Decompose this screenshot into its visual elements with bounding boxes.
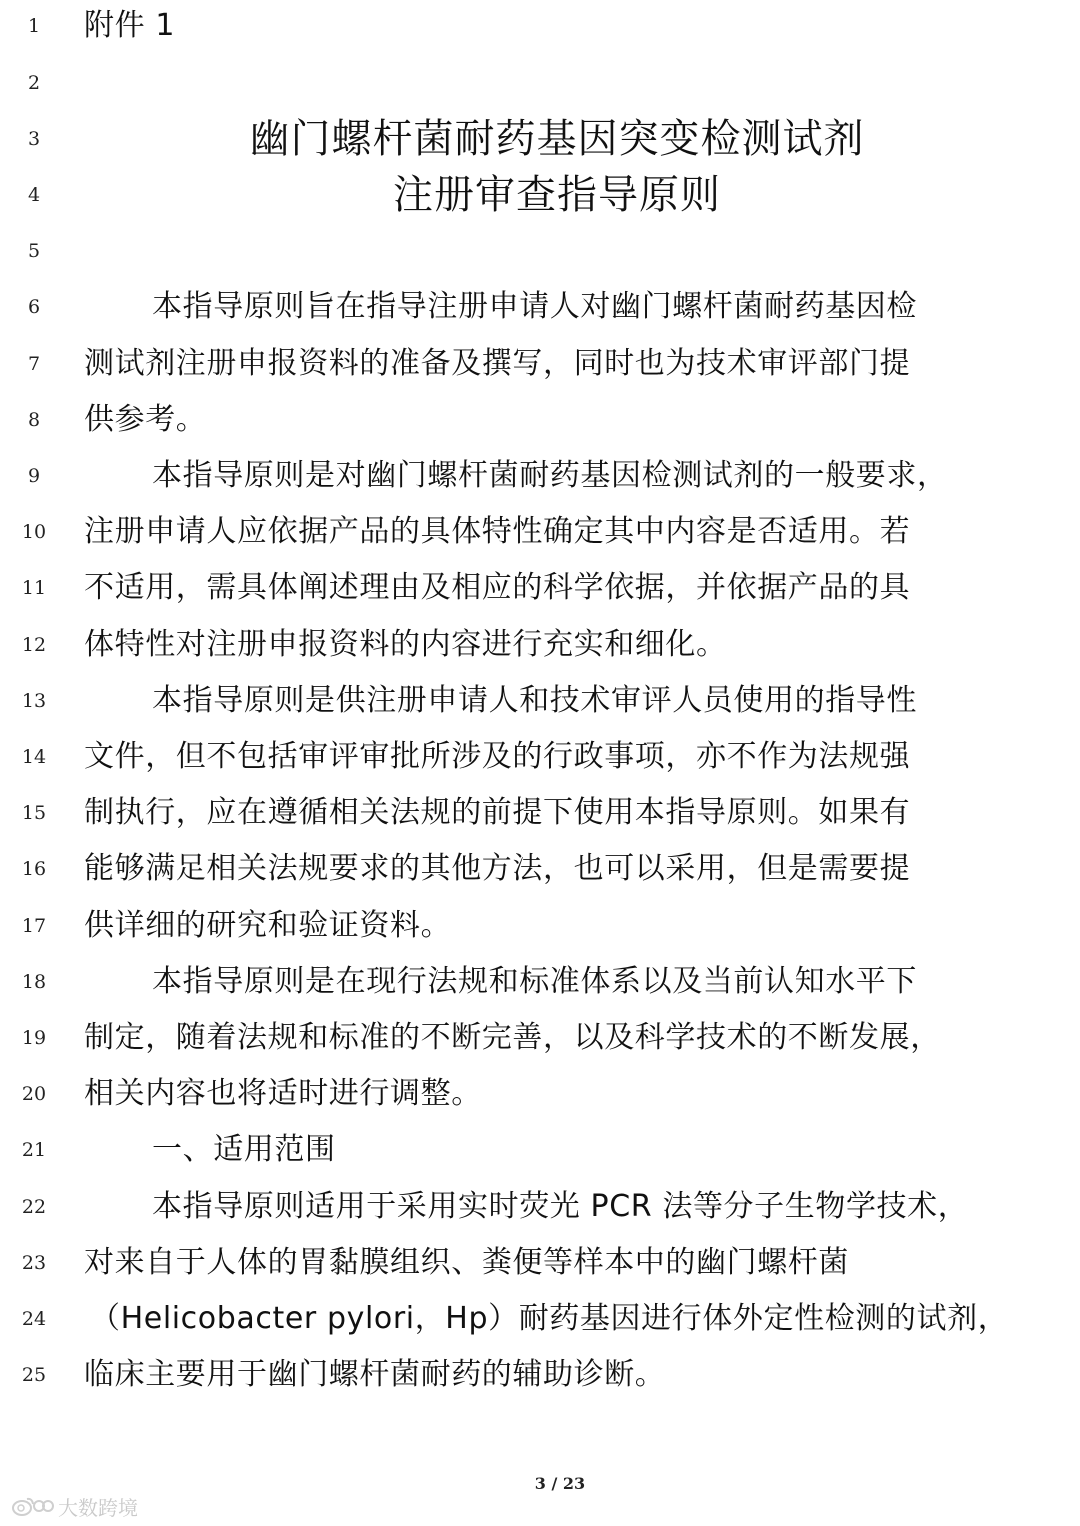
doc-line-19 xyxy=(0,1010,1080,1066)
line-number: 19 xyxy=(21,1027,47,1049)
line-number: 14 xyxy=(21,746,47,768)
doc-line-7 xyxy=(0,336,1080,392)
paragraph-text: 能够满足相关法规要求的其他方法，也可以采用，但是需要提 xyxy=(84,851,911,886)
doc-line-23 xyxy=(0,1235,1080,1291)
doc-line-5 xyxy=(0,223,1080,279)
paragraph-text: 本指导原则是供注册申请人和技术审评人员使用的指导性 xyxy=(152,683,917,718)
line-number: 21 xyxy=(21,1139,47,1161)
line-number: 3 xyxy=(27,128,41,150)
line-number: 20 xyxy=(21,1083,47,1105)
line-number: 7 xyxy=(27,353,41,375)
line-number: 9 xyxy=(27,465,41,487)
doc-line-2 xyxy=(0,55,1080,111)
doc-line-14 xyxy=(0,729,1080,785)
line-number: 5 xyxy=(27,240,41,262)
attachment-label: 附件 1 xyxy=(84,8,176,43)
doc-line-22 xyxy=(0,1179,1080,1235)
paragraph-text: 本指导原则旨在指导注册申请人对幽门螺杆菌耐药基因检 xyxy=(152,289,917,324)
document-title-line-2: 注册审查指导原则 xyxy=(393,172,721,218)
line-number: 22 xyxy=(21,1196,47,1218)
paragraph-text: 本指导原则是在现行法规和标准体系以及当前认知水平下 xyxy=(152,964,917,999)
paragraph-text: 本指导原则适用于采用实时荧光 PCR 法等分子生物学技术， xyxy=(152,1189,969,1224)
doc-line-17 xyxy=(0,898,1080,954)
paragraph-text: 对来自于人体的胃黏膜组织、粪便等样本中的幽门螺杆菌 xyxy=(84,1245,849,1280)
doc-line-20 xyxy=(0,1066,1080,1122)
paragraph-text: 供详细的研究和验证资料。 xyxy=(84,908,452,943)
weibo-logo-icon xyxy=(10,1494,54,1518)
doc-line-9 xyxy=(0,448,1080,504)
paragraph-text: 文件，但不包括审评审批所涉及的行政事项，亦不作为法规强 xyxy=(84,739,911,774)
line-number: 8 xyxy=(27,409,41,431)
line-number: 1 xyxy=(27,15,41,37)
doc-line-24 xyxy=(0,1291,1080,1347)
line-number: 23 xyxy=(21,1252,47,1274)
paragraph-text: 不适用，需具体阐述理由及相应的科学依据，并依据产品的具 xyxy=(84,570,911,605)
line-number: 12 xyxy=(21,634,47,656)
doc-line-3 xyxy=(0,111,1080,167)
paragraph-text: 体特性对注册申报资料的内容进行充实和细化。 xyxy=(84,627,727,662)
line-number: 25 xyxy=(21,1364,47,1386)
line-number: 16 xyxy=(21,858,47,880)
line-number: 17 xyxy=(21,915,47,937)
paragraph-text: 临床主要用于幽门螺杆菌耐药的辅助诊断。 xyxy=(84,1357,666,1392)
line-number: 4 xyxy=(27,184,41,206)
doc-line-11 xyxy=(0,560,1080,616)
line-number: 18 xyxy=(21,971,47,993)
doc-line-12 xyxy=(0,617,1080,673)
paragraph-text: 相关内容也将适时进行调整。 xyxy=(84,1076,482,1111)
doc-line-8 xyxy=(0,392,1080,448)
line-number: 15 xyxy=(21,802,47,824)
paragraph-text: 本指导原则是对幽门螺杆菌耐药基因检测试剂的一般要求， xyxy=(152,458,948,493)
doc-line-1 xyxy=(0,0,1080,54)
paragraph-text: 测试剂注册申报资料的准备及撰写，同时也为技术审评部门提 xyxy=(84,346,911,381)
paragraph-text: 制定，随着法规和标准的不断完善，以及科学技术的不断发展， xyxy=(84,1020,941,1055)
paragraph-text: 注册申请人应依据产品的具体特性确定其中内容是否适用。若 xyxy=(84,514,911,549)
line-number: 24 xyxy=(21,1308,47,1330)
paragraph-text: 制执行，应在遵循相关法规的前提下使用本指导原则。如果有 xyxy=(84,795,911,830)
doc-line-16 xyxy=(0,841,1080,897)
doc-line-10 xyxy=(0,504,1080,560)
doc-line-4 xyxy=(0,167,1080,223)
doc-line-25 xyxy=(0,1347,1080,1403)
line-number: 11 xyxy=(21,577,47,599)
doc-line-21 xyxy=(0,1122,1080,1178)
paragraph-text: 供参考。 xyxy=(84,402,207,437)
doc-line-15 xyxy=(0,785,1080,841)
watermark-text: 大数跨境 xyxy=(58,1495,138,1520)
section-heading: 一、适用范围 xyxy=(152,1132,336,1167)
document-title-line-1: 幽门螺杆菌耐药基因突变检测试剂 xyxy=(249,116,865,162)
doc-line-13 xyxy=(0,673,1080,729)
page-number: 3 / 23 xyxy=(534,1474,586,1493)
doc-line-18 xyxy=(0,954,1080,1010)
line-number: 2 xyxy=(27,72,41,94)
line-number: 13 xyxy=(21,690,47,712)
doc-line-6 xyxy=(0,279,1080,335)
paragraph-text: （Helicobacter pylori，Hp）耐药基因进行体外定性检测的试剂， xyxy=(90,1301,1009,1336)
watermark xyxy=(10,1492,138,1520)
line-number: 10 xyxy=(21,521,47,543)
line-number: 6 xyxy=(27,296,41,318)
